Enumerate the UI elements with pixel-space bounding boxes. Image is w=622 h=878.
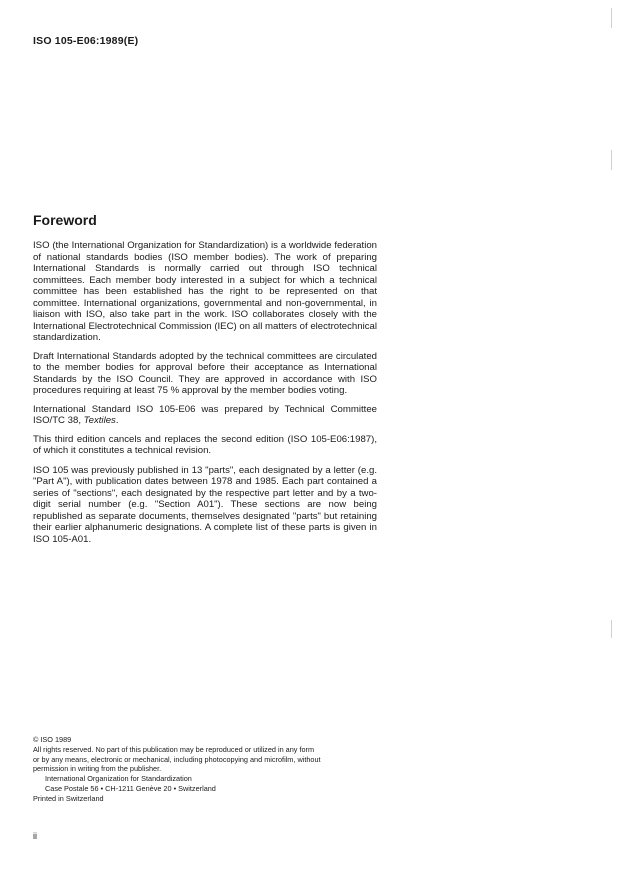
document-id: ISO 105-E06:1989(E) <box>33 35 139 47</box>
rights-line-1: All rights reserved. No part of this publication may be reproduced or utilized in any form <box>33 744 315 754</box>
paragraph-prepared-by <box>33 404 377 427</box>
paragraph-edition: This third edition cancels and replaces the second edition (ISO 105-E06:1987), of which it constitutes a technical revision. <box>33 433 377 456</box>
scan-edge-mark <box>611 150 612 170</box>
copyright-notice: © ISO 1989 <box>33 735 72 744</box>
section-heading: Foreword <box>33 212 97 228</box>
foreword-body <box>33 240 377 552</box>
prepared-by-end: . <box>115 415 119 426</box>
rights-line-3: permission in writing from the publisher. <box>33 764 162 774</box>
scan-edge-mark <box>611 8 612 28</box>
paragraph-iso-intro: ISO (the International Organization for Standardization) is a worldwide federation of national standards bodies (ISO member bodies). The work of preparing International Standards is normally carried out through ISO technical committees. Each member body interested in a subject for which a technical committee has been established has the right to be represented on that committee. International organizations, governmental and non-governmental, in liaison with ISO, also take part in the work. ISO collaborates closely with the International Electrotechnical Commission (IEC) on all matters of electrotechnical standardization. <box>33 240 377 343</box>
prepared-by-text: International Standard ISO 105-E06 was prepared by Technical Committee ISO/TC 38, <box>33 403 377 426</box>
printed-in: Printed in Switzerland <box>33 793 104 803</box>
page-number: ii <box>33 831 37 841</box>
paragraph-draft-standards: Draft International Standards adopted by the technical committees are circulated to the member bodies for approval before their acceptance as International Standards by the ISO Council. They are approved in accordance with ISO procedures requiring at least 75 % approval by the member bodies voting. <box>33 350 377 396</box>
rights-line-2: or by any means, electronic or mechanical, including photocopying and microfilm, without <box>33 754 321 764</box>
publisher-name: International Organization for Standardization <box>45 774 192 784</box>
committee-name: Textiles <box>83 415 116 426</box>
publisher-address: Case Postale 56 • CH-1211 Genève 20 • Switzerland <box>45 783 216 793</box>
scan-edge-mark <box>611 620 612 638</box>
paragraph-parts-history: ISO 105 was previously published in 13 "parts", each designated by a letter (e.g. "Part A"), with publication dates between 1978 and 1985. Each part contained a series of "sections", each designated by the respective part letter and by a two-digit serial number (e.g. "Section A01"). These sections are now being republished as separate documents, themselves designated "parts" but retaining their earlier alphanumeric designations. A complete list of these parts is given in ISO 105-A01. <box>33 464 377 545</box>
copyright-block <box>33 735 383 804</box>
